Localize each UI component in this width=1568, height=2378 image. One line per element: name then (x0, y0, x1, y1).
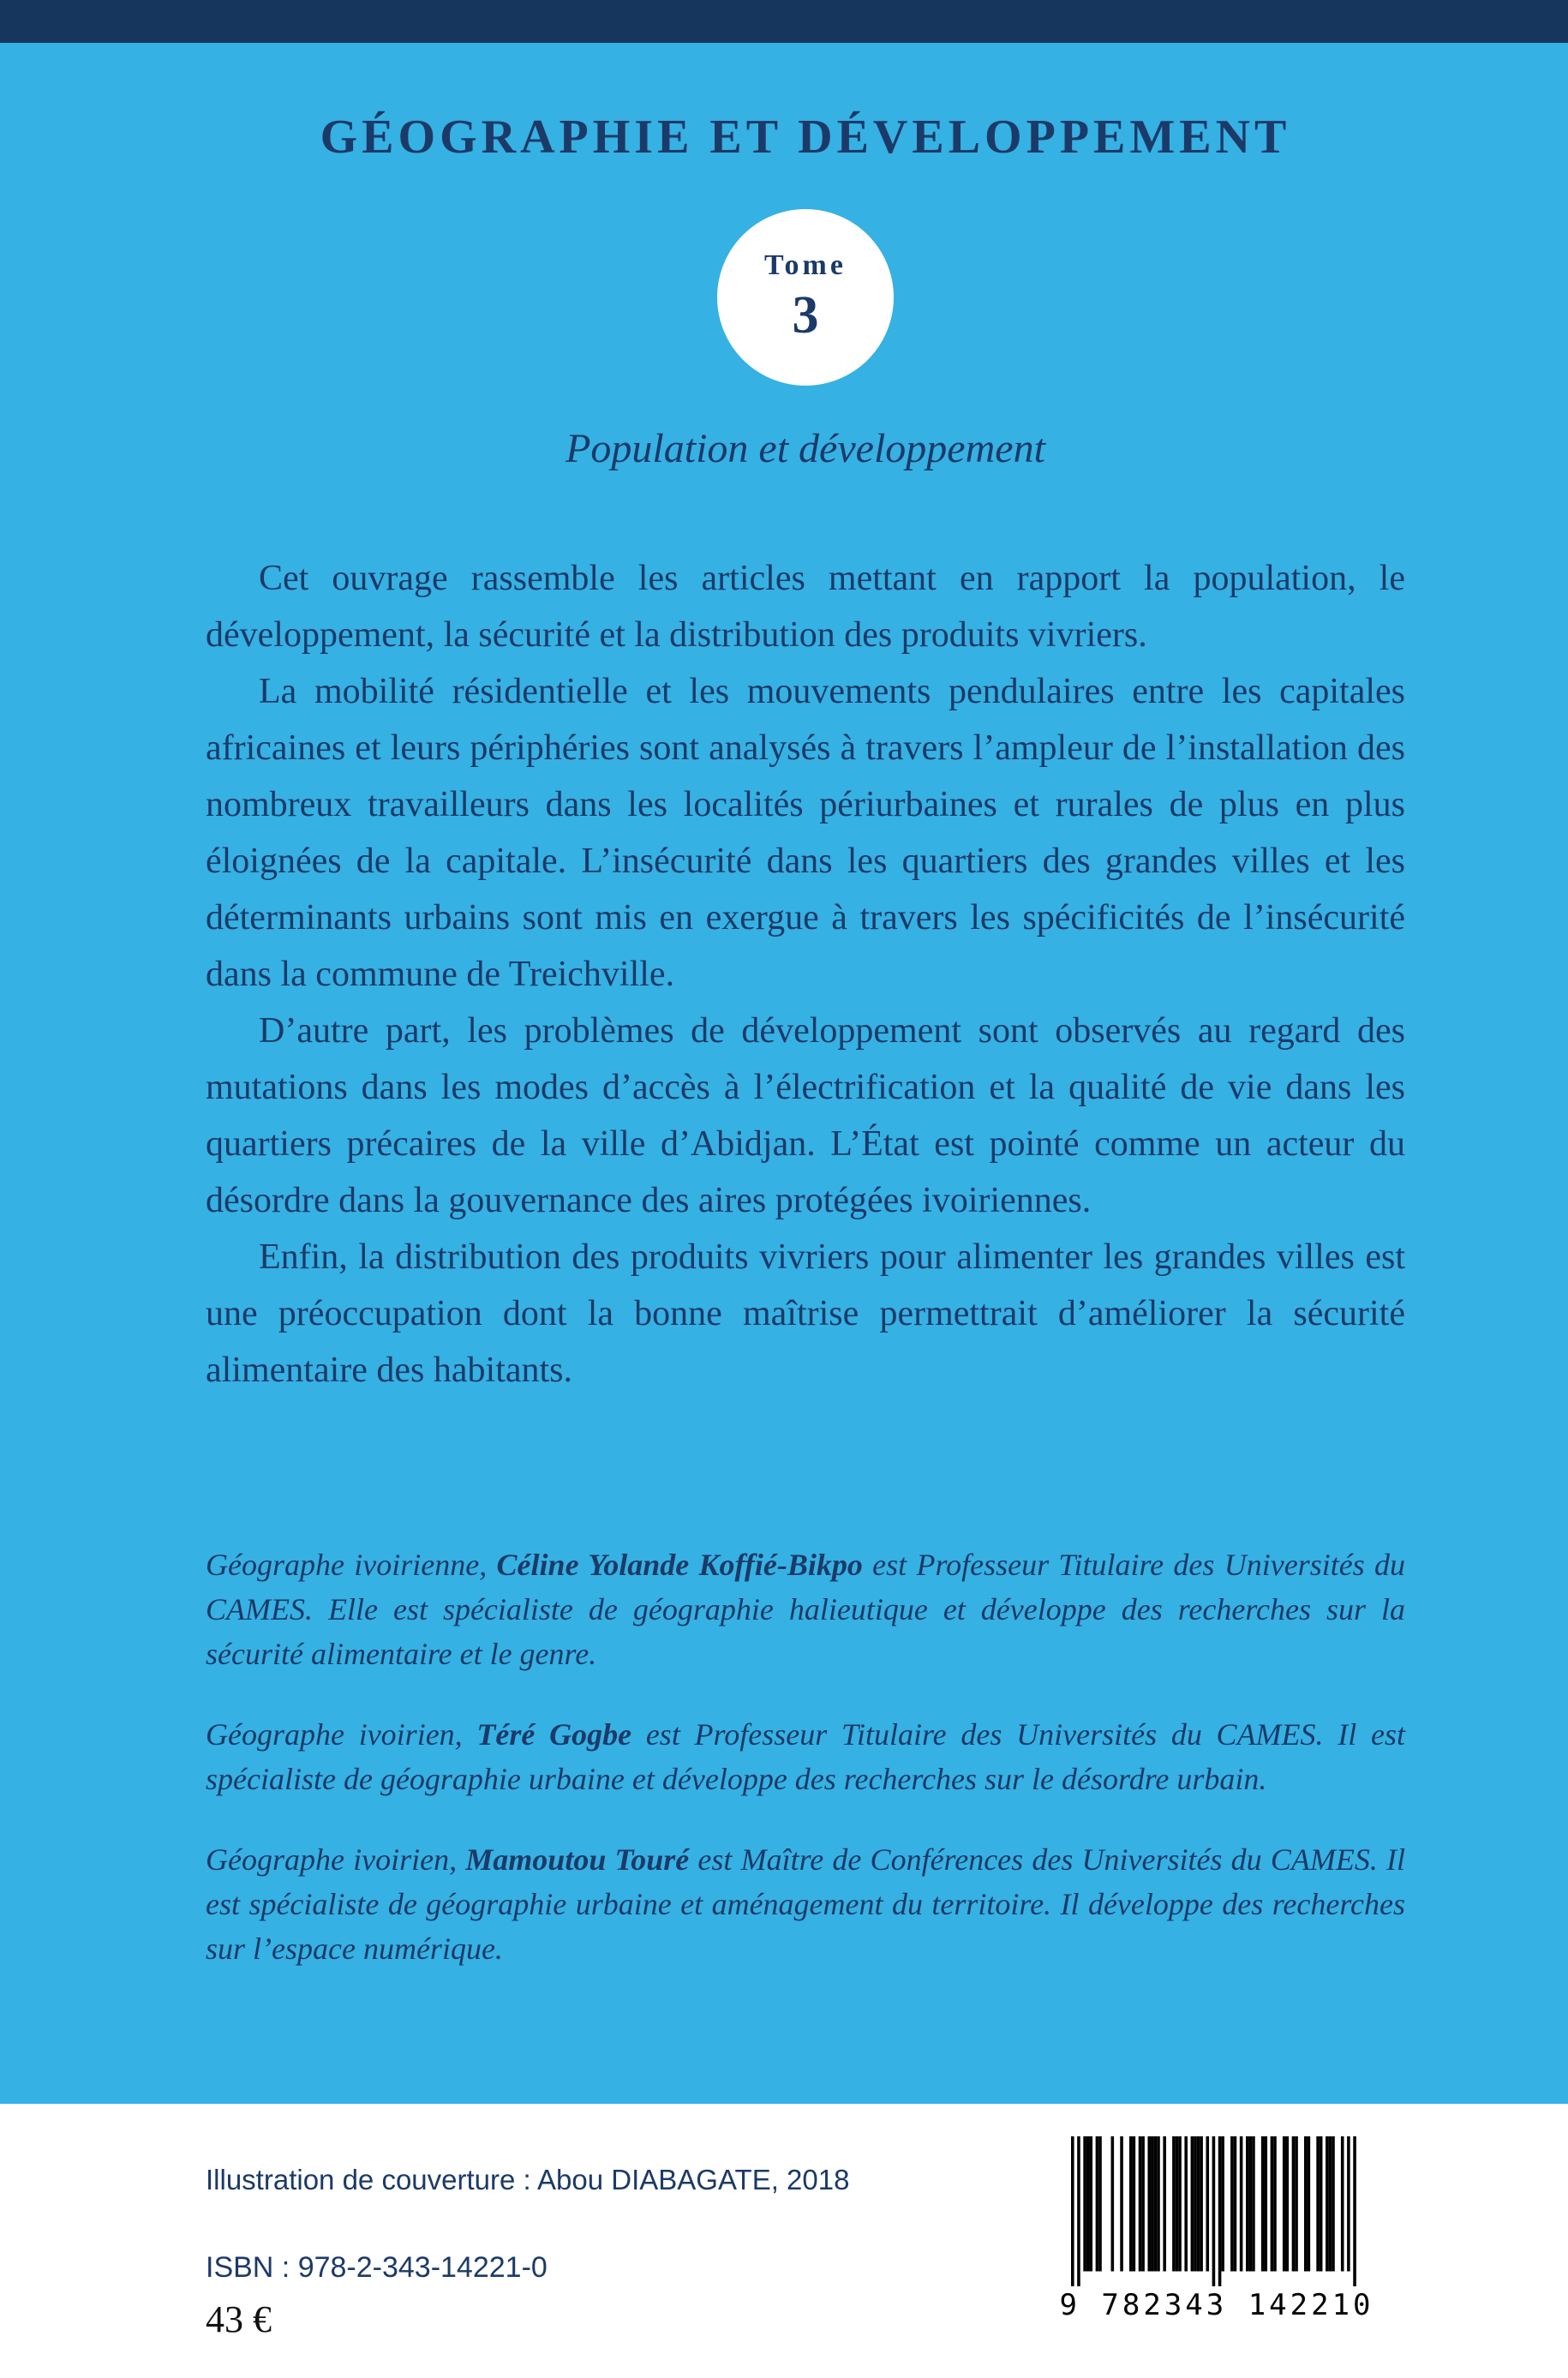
synopsis-paragraph: La mobilité résidentielle et les mouvements pendulaires entre les capitales africaines et leurs périphéries sont analysés à travers l’ampleur de l’installation des nombreux travailleurs dans les localités périurbaines et rurales de plus en plus éloignées de la capitale. L’insécurité dans les quartiers des grandes villes et les déterminants urbains sont mis en exergue à travers les spécificités de l’insécurité dans la commune de Treichville. (206, 672, 1405, 994)
tome-label: Tome (764, 249, 847, 281)
author-bio (206, 1837, 1405, 1971)
barcode-bars (1071, 2136, 1362, 2286)
barcode (1054, 2136, 1379, 2322)
tome-badge (717, 209, 894, 386)
synopsis-paragraph: D’autre part, les problèmes de développement sont observés au regard des mutations dans les modes d’accès à l’électrification et la qualité de vie dans les quartiers précaires de la ville d’Abidjan. L’État est pointé comme un acteur du désordre dans la gouvernance des aires protégées ivoiriennes. (206, 1011, 1405, 1220)
synopsis-paragraph: Enfin, la distribution des produits vivriers pour alimenter les grandes villes est une préoccupation dont la bonne maîtrise permettrait d’améliorer la sécurité alimentaire des habitants. (206, 1237, 1405, 1390)
volume-subtitle: Population et développement (566, 426, 1045, 471)
bio-prefix: Géographe ivoirienne, (206, 1548, 497, 1582)
series-title: GÉOGRAPHIE ET DÉVELOPPEMENT (320, 111, 1291, 164)
price: 43 € (206, 2298, 272, 2340)
author-bio (206, 1542, 1405, 1676)
author-bios (206, 1542, 1405, 1971)
author-name: Mamoutou Touré (465, 1842, 690, 1877)
author-bio (206, 1712, 1405, 1801)
footer-band (0, 2104, 1568, 2378)
author-name: Téré Gogbe (476, 1717, 632, 1752)
isbn-number: ISBN : 978-2-343-14221-0 (206, 2251, 548, 2284)
synopsis-paragraph: Cet ouvrage rassemble les articles mettant en rapport la population, le développement, la sécurité et la distribution des produits vivriers. (206, 559, 1405, 655)
tome-number: 3 (792, 285, 819, 344)
cover-content (206, 110, 1405, 1971)
cover-illustration-credit: Illustration de couverture : Abou DIABAGATE, 2018 (206, 2164, 850, 2195)
bio-text: est Maître de Conférences des Universités du CAMES. Il est spécialiste de géographie urbaine et aménagement du territoire. Il développe des recherches sur l’espace numérique. (206, 1842, 1405, 1966)
bio-prefix: Géographe ivoirien, (206, 1717, 477, 1752)
top-spine-bar (0, 0, 1568, 43)
synopsis (206, 550, 1405, 1399)
author-name: Céline Yolande Koffié-Bikpo (496, 1548, 863, 1582)
bio-text: est Professeur Titulaire des Universités du CAMES. Il est spécialiste de géographie urbaine et développe des recherches sur le désordre urbain. (206, 1717, 1405, 1796)
bio-text: est Professeur Titulaire des Universités du CAMES. Elle est spécialiste de géographie halieutique et développe des recherches sur la sécurité alimentaire et le genre. (206, 1548, 1406, 1671)
barcode-number: 9 782343 142210 (1059, 2288, 1374, 2322)
bio-prefix: Géographe ivoirien, (206, 1842, 466, 1877)
